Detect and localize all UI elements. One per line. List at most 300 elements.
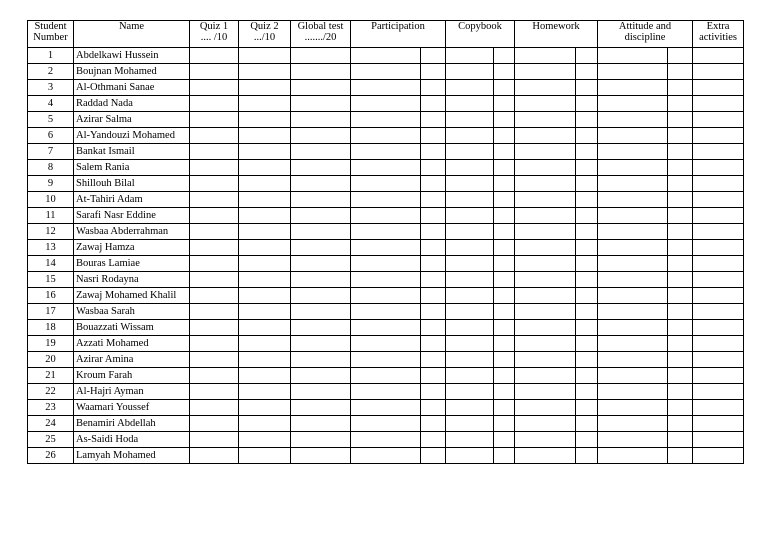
copybook-cell[interactable] (446, 288, 494, 304)
participation-sub-cell[interactable] (421, 208, 446, 224)
homework-sub-cell[interactable] (576, 448, 598, 464)
quiz-1-cell[interactable] (190, 176, 239, 192)
participation-sub-cell[interactable] (421, 400, 446, 416)
participation-cell[interactable] (351, 208, 421, 224)
homework-sub-cell[interactable] (576, 192, 598, 208)
attitude-cell[interactable] (598, 96, 668, 112)
homework-sub-cell[interactable] (576, 336, 598, 352)
extra-activities-cell[interactable] (693, 368, 744, 384)
global-test-cell[interactable] (291, 176, 351, 192)
quiz-1-cell[interactable] (190, 304, 239, 320)
attitude-sub-cell[interactable] (668, 400, 693, 416)
homework-sub-cell[interactable] (576, 352, 598, 368)
attitude-sub-cell[interactable] (668, 272, 693, 288)
quiz-2-cell[interactable] (239, 256, 291, 272)
global-test-cell[interactable] (291, 240, 351, 256)
quiz-2-cell[interactable] (239, 112, 291, 128)
global-test-cell[interactable] (291, 416, 351, 432)
homework-cell[interactable] (515, 64, 576, 80)
participation-cell[interactable] (351, 144, 421, 160)
attitude-sub-cell[interactable] (668, 160, 693, 176)
copybook-sub-cell[interactable] (494, 432, 515, 448)
quiz-2-cell[interactable] (239, 416, 291, 432)
copybook-cell[interactable] (446, 192, 494, 208)
homework-cell[interactable] (515, 144, 576, 160)
homework-cell[interactable] (515, 400, 576, 416)
extra-activities-cell[interactable] (693, 80, 744, 96)
participation-cell[interactable] (351, 96, 421, 112)
attitude-cell[interactable] (598, 448, 668, 464)
quiz-2-cell[interactable] (239, 304, 291, 320)
extra-activities-cell[interactable] (693, 416, 744, 432)
quiz-2-cell[interactable] (239, 192, 291, 208)
global-test-cell[interactable] (291, 384, 351, 400)
attitude-cell[interactable] (598, 48, 668, 64)
attitude-sub-cell[interactable] (668, 336, 693, 352)
copybook-sub-cell[interactable] (494, 272, 515, 288)
homework-sub-cell[interactable] (576, 176, 598, 192)
quiz-2-cell[interactable] (239, 432, 291, 448)
extra-activities-cell[interactable] (693, 256, 744, 272)
copybook-cell[interactable] (446, 64, 494, 80)
participation-cell[interactable] (351, 304, 421, 320)
quiz-2-cell[interactable] (239, 368, 291, 384)
quiz-2-cell[interactable] (239, 240, 291, 256)
homework-sub-cell[interactable] (576, 432, 598, 448)
extra-activities-cell[interactable] (693, 48, 744, 64)
copybook-sub-cell[interactable] (494, 160, 515, 176)
attitude-sub-cell[interactable] (668, 368, 693, 384)
copybook-sub-cell[interactable] (494, 64, 515, 80)
attitude-cell[interactable] (598, 288, 668, 304)
homework-cell[interactable] (515, 272, 576, 288)
homework-cell[interactable] (515, 192, 576, 208)
copybook-sub-cell[interactable] (494, 80, 515, 96)
homework-cell[interactable] (515, 304, 576, 320)
participation-sub-cell[interactable] (421, 112, 446, 128)
copybook-sub-cell[interactable] (494, 352, 515, 368)
extra-activities-cell[interactable] (693, 240, 744, 256)
copybook-cell[interactable] (446, 384, 494, 400)
attitude-sub-cell[interactable] (668, 208, 693, 224)
quiz-1-cell[interactable] (190, 240, 239, 256)
copybook-cell[interactable] (446, 432, 494, 448)
quiz-1-cell[interactable] (190, 160, 239, 176)
attitude-cell[interactable] (598, 400, 668, 416)
participation-sub-cell[interactable] (421, 432, 446, 448)
participation-sub-cell[interactable] (421, 160, 446, 176)
participation-sub-cell[interactable] (421, 64, 446, 80)
participation-cell[interactable] (351, 64, 421, 80)
quiz-1-cell[interactable] (190, 288, 239, 304)
participation-cell[interactable] (351, 320, 421, 336)
copybook-sub-cell[interactable] (494, 208, 515, 224)
quiz-1-cell[interactable] (190, 336, 239, 352)
participation-cell[interactable] (351, 128, 421, 144)
copybook-cell[interactable] (446, 160, 494, 176)
participation-cell[interactable] (351, 160, 421, 176)
global-test-cell[interactable] (291, 448, 351, 464)
attitude-sub-cell[interactable] (668, 384, 693, 400)
copybook-sub-cell[interactable] (494, 368, 515, 384)
quiz-2-cell[interactable] (239, 48, 291, 64)
quiz-1-cell[interactable] (190, 448, 239, 464)
participation-sub-cell[interactable] (421, 224, 446, 240)
homework-cell[interactable] (515, 160, 576, 176)
copybook-cell[interactable] (446, 368, 494, 384)
attitude-sub-cell[interactable] (668, 256, 693, 272)
attitude-sub-cell[interactable] (668, 112, 693, 128)
extra-activities-cell[interactable] (693, 400, 744, 416)
homework-sub-cell[interactable] (576, 128, 598, 144)
attitude-sub-cell[interactable] (668, 128, 693, 144)
participation-sub-cell[interactable] (421, 80, 446, 96)
participation-cell[interactable] (351, 48, 421, 64)
participation-cell[interactable] (351, 368, 421, 384)
attitude-cell[interactable] (598, 416, 668, 432)
attitude-cell[interactable] (598, 368, 668, 384)
global-test-cell[interactable] (291, 192, 351, 208)
copybook-cell[interactable] (446, 256, 494, 272)
quiz-2-cell[interactable] (239, 128, 291, 144)
global-test-cell[interactable] (291, 96, 351, 112)
quiz-1-cell[interactable] (190, 192, 239, 208)
participation-cell[interactable] (351, 384, 421, 400)
homework-cell[interactable] (515, 128, 576, 144)
homework-sub-cell[interactable] (576, 240, 598, 256)
attitude-cell[interactable] (598, 336, 668, 352)
extra-activities-cell[interactable] (693, 144, 744, 160)
homework-sub-cell[interactable] (576, 384, 598, 400)
extra-activities-cell[interactable] (693, 64, 744, 80)
quiz-2-cell[interactable] (239, 320, 291, 336)
extra-activities-cell[interactable] (693, 96, 744, 112)
participation-cell[interactable] (351, 448, 421, 464)
global-test-cell[interactable] (291, 272, 351, 288)
copybook-cell[interactable] (446, 336, 494, 352)
copybook-cell[interactable] (446, 112, 494, 128)
copybook-cell[interactable] (446, 208, 494, 224)
extra-activities-cell[interactable] (693, 160, 744, 176)
participation-sub-cell[interactable] (421, 144, 446, 160)
extra-activities-cell[interactable] (693, 448, 744, 464)
homework-cell[interactable] (515, 224, 576, 240)
homework-cell[interactable] (515, 384, 576, 400)
extra-activities-cell[interactable] (693, 208, 744, 224)
homework-cell[interactable] (515, 432, 576, 448)
homework-cell[interactable] (515, 80, 576, 96)
global-test-cell[interactable] (291, 368, 351, 384)
quiz-2-cell[interactable] (239, 80, 291, 96)
participation-cell[interactable] (351, 432, 421, 448)
attitude-cell[interactable] (598, 432, 668, 448)
participation-sub-cell[interactable] (421, 272, 446, 288)
attitude-cell[interactable] (598, 144, 668, 160)
participation-cell[interactable] (351, 80, 421, 96)
homework-cell[interactable] (515, 48, 576, 64)
homework-cell[interactable] (515, 336, 576, 352)
quiz-1-cell[interactable] (190, 352, 239, 368)
global-test-cell[interactable] (291, 112, 351, 128)
participation-cell[interactable] (351, 336, 421, 352)
quiz-2-cell[interactable] (239, 160, 291, 176)
copybook-cell[interactable] (446, 400, 494, 416)
attitude-sub-cell[interactable] (668, 288, 693, 304)
global-test-cell[interactable] (291, 208, 351, 224)
participation-sub-cell[interactable] (421, 304, 446, 320)
homework-cell[interactable] (515, 448, 576, 464)
participation-sub-cell[interactable] (421, 288, 446, 304)
global-test-cell[interactable] (291, 432, 351, 448)
homework-sub-cell[interactable] (576, 272, 598, 288)
extra-activities-cell[interactable] (693, 272, 744, 288)
attitude-cell[interactable] (598, 304, 668, 320)
homework-sub-cell[interactable] (576, 48, 598, 64)
participation-cell[interactable] (351, 192, 421, 208)
participation-cell[interactable] (351, 256, 421, 272)
copybook-sub-cell[interactable] (494, 144, 515, 160)
homework-sub-cell[interactable] (576, 144, 598, 160)
quiz-1-cell[interactable] (190, 400, 239, 416)
homework-cell[interactable] (515, 112, 576, 128)
homework-cell[interactable] (515, 256, 576, 272)
quiz-1-cell[interactable] (190, 96, 239, 112)
attitude-sub-cell[interactable] (668, 192, 693, 208)
participation-sub-cell[interactable] (421, 176, 446, 192)
global-test-cell[interactable] (291, 336, 351, 352)
participation-sub-cell[interactable] (421, 96, 446, 112)
attitude-cell[interactable] (598, 192, 668, 208)
homework-sub-cell[interactable] (576, 160, 598, 176)
copybook-cell[interactable] (446, 144, 494, 160)
participation-sub-cell[interactable] (421, 240, 446, 256)
copybook-cell[interactable] (446, 304, 494, 320)
global-test-cell[interactable] (291, 64, 351, 80)
quiz-2-cell[interactable] (239, 272, 291, 288)
quiz-1-cell[interactable] (190, 272, 239, 288)
homework-sub-cell[interactable] (576, 256, 598, 272)
homework-cell[interactable] (515, 96, 576, 112)
copybook-sub-cell[interactable] (494, 400, 515, 416)
attitude-cell[interactable] (598, 176, 668, 192)
copybook-sub-cell[interactable] (494, 112, 515, 128)
quiz-1-cell[interactable] (190, 208, 239, 224)
attitude-cell[interactable] (598, 256, 668, 272)
attitude-sub-cell[interactable] (668, 416, 693, 432)
copybook-cell[interactable] (446, 240, 494, 256)
extra-activities-cell[interactable] (693, 432, 744, 448)
participation-sub-cell[interactable] (421, 320, 446, 336)
attitude-sub-cell[interactable] (668, 80, 693, 96)
global-test-cell[interactable] (291, 144, 351, 160)
participation-sub-cell[interactable] (421, 368, 446, 384)
extra-activities-cell[interactable] (693, 192, 744, 208)
attitude-cell[interactable] (598, 352, 668, 368)
homework-sub-cell[interactable] (576, 80, 598, 96)
copybook-sub-cell[interactable] (494, 240, 515, 256)
extra-activities-cell[interactable] (693, 288, 744, 304)
homework-sub-cell[interactable] (576, 368, 598, 384)
attitude-sub-cell[interactable] (668, 352, 693, 368)
copybook-sub-cell[interactable] (494, 448, 515, 464)
attitude-cell[interactable] (598, 112, 668, 128)
copybook-sub-cell[interactable] (494, 320, 515, 336)
participation-sub-cell[interactable] (421, 336, 446, 352)
copybook-sub-cell[interactable] (494, 416, 515, 432)
extra-activities-cell[interactable] (693, 336, 744, 352)
copybook-sub-cell[interactable] (494, 96, 515, 112)
homework-cell[interactable] (515, 176, 576, 192)
global-test-cell[interactable] (291, 256, 351, 272)
participation-cell[interactable] (351, 288, 421, 304)
copybook-sub-cell[interactable] (494, 304, 515, 320)
global-test-cell[interactable] (291, 320, 351, 336)
participation-cell[interactable] (351, 416, 421, 432)
attitude-sub-cell[interactable] (668, 320, 693, 336)
quiz-1-cell[interactable] (190, 112, 239, 128)
attitude-cell[interactable] (598, 160, 668, 176)
copybook-sub-cell[interactable] (494, 128, 515, 144)
quiz-2-cell[interactable] (239, 144, 291, 160)
copybook-cell[interactable] (446, 320, 494, 336)
homework-cell[interactable] (515, 416, 576, 432)
quiz-1-cell[interactable] (190, 224, 239, 240)
global-test-cell[interactable] (291, 288, 351, 304)
attitude-sub-cell[interactable] (668, 144, 693, 160)
copybook-sub-cell[interactable] (494, 192, 515, 208)
quiz-1-cell[interactable] (190, 320, 239, 336)
quiz-1-cell[interactable] (190, 144, 239, 160)
copybook-sub-cell[interactable] (494, 224, 515, 240)
quiz-2-cell[interactable] (239, 96, 291, 112)
extra-activities-cell[interactable] (693, 304, 744, 320)
quiz-1-cell[interactable] (190, 368, 239, 384)
homework-cell[interactable] (515, 208, 576, 224)
quiz-2-cell[interactable] (239, 336, 291, 352)
copybook-cell[interactable] (446, 176, 494, 192)
participation-sub-cell[interactable] (421, 128, 446, 144)
quiz-1-cell[interactable] (190, 80, 239, 96)
participation-cell[interactable] (351, 400, 421, 416)
attitude-sub-cell[interactable] (668, 96, 693, 112)
participation-sub-cell[interactable] (421, 384, 446, 400)
quiz-1-cell[interactable] (190, 416, 239, 432)
quiz-2-cell[interactable] (239, 400, 291, 416)
participation-sub-cell[interactable] (421, 448, 446, 464)
attitude-cell[interactable] (598, 240, 668, 256)
extra-activities-cell[interactable] (693, 128, 744, 144)
attitude-cell[interactable] (598, 64, 668, 80)
copybook-sub-cell[interactable] (494, 256, 515, 272)
homework-sub-cell[interactable] (576, 400, 598, 416)
extra-activities-cell[interactable] (693, 384, 744, 400)
homework-sub-cell[interactable] (576, 208, 598, 224)
global-test-cell[interactable] (291, 352, 351, 368)
participation-sub-cell[interactable] (421, 416, 446, 432)
attitude-cell[interactable] (598, 320, 668, 336)
attitude-sub-cell[interactable] (668, 304, 693, 320)
quiz-2-cell[interactable] (239, 224, 291, 240)
quiz-2-cell[interactable] (239, 352, 291, 368)
copybook-cell[interactable] (446, 48, 494, 64)
participation-sub-cell[interactable] (421, 48, 446, 64)
attitude-sub-cell[interactable] (668, 64, 693, 80)
copybook-cell[interactable] (446, 128, 494, 144)
homework-sub-cell[interactable] (576, 320, 598, 336)
quiz-1-cell[interactable] (190, 128, 239, 144)
quiz-2-cell[interactable] (239, 64, 291, 80)
copybook-cell[interactable] (446, 416, 494, 432)
copybook-cell[interactable] (446, 352, 494, 368)
attitude-cell[interactable] (598, 208, 668, 224)
homework-sub-cell[interactable] (576, 112, 598, 128)
copybook-sub-cell[interactable] (494, 176, 515, 192)
global-test-cell[interactable] (291, 160, 351, 176)
copybook-sub-cell[interactable] (494, 288, 515, 304)
quiz-2-cell[interactable] (239, 176, 291, 192)
homework-sub-cell[interactable] (576, 304, 598, 320)
global-test-cell[interactable] (291, 128, 351, 144)
participation-sub-cell[interactable] (421, 352, 446, 368)
attitude-cell[interactable] (598, 80, 668, 96)
attitude-sub-cell[interactable] (668, 224, 693, 240)
homework-sub-cell[interactable] (576, 288, 598, 304)
homework-cell[interactable] (515, 320, 576, 336)
copybook-cell[interactable] (446, 224, 494, 240)
copybook-sub-cell[interactable] (494, 384, 515, 400)
copybook-cell[interactable] (446, 448, 494, 464)
homework-sub-cell[interactable] (576, 96, 598, 112)
homework-cell[interactable] (515, 352, 576, 368)
homework-sub-cell[interactable] (576, 224, 598, 240)
participation-cell[interactable] (351, 176, 421, 192)
copybook-sub-cell[interactable] (494, 336, 515, 352)
global-test-cell[interactable] (291, 400, 351, 416)
participation-cell[interactable] (351, 272, 421, 288)
attitude-sub-cell[interactable] (668, 240, 693, 256)
participation-cell[interactable] (351, 224, 421, 240)
homework-sub-cell[interactable] (576, 416, 598, 432)
participation-sub-cell[interactable] (421, 256, 446, 272)
global-test-cell[interactable] (291, 224, 351, 240)
quiz-1-cell[interactable] (190, 432, 239, 448)
participation-cell[interactable] (351, 352, 421, 368)
quiz-1-cell[interactable] (190, 64, 239, 80)
attitude-sub-cell[interactable] (668, 48, 693, 64)
extra-activities-cell[interactable] (693, 352, 744, 368)
quiz-1-cell[interactable] (190, 384, 239, 400)
attitude-cell[interactable] (598, 128, 668, 144)
attitude-cell[interactable] (598, 384, 668, 400)
global-test-cell[interactable] (291, 80, 351, 96)
copybook-sub-cell[interactable] (494, 48, 515, 64)
global-test-cell[interactable] (291, 304, 351, 320)
attitude-cell[interactable] (598, 224, 668, 240)
homework-cell[interactable] (515, 288, 576, 304)
quiz-2-cell[interactable] (239, 384, 291, 400)
extra-activities-cell[interactable] (693, 320, 744, 336)
global-test-cell[interactable] (291, 48, 351, 64)
copybook-cell[interactable] (446, 272, 494, 288)
copybook-cell[interactable] (446, 80, 494, 96)
attitude-sub-cell[interactable] (668, 176, 693, 192)
participation-sub-cell[interactable] (421, 192, 446, 208)
quiz-2-cell[interactable] (239, 288, 291, 304)
attitude-cell[interactable] (598, 272, 668, 288)
participation-cell[interactable] (351, 112, 421, 128)
quiz-1-cell[interactable] (190, 48, 239, 64)
participation-cell[interactable] (351, 240, 421, 256)
